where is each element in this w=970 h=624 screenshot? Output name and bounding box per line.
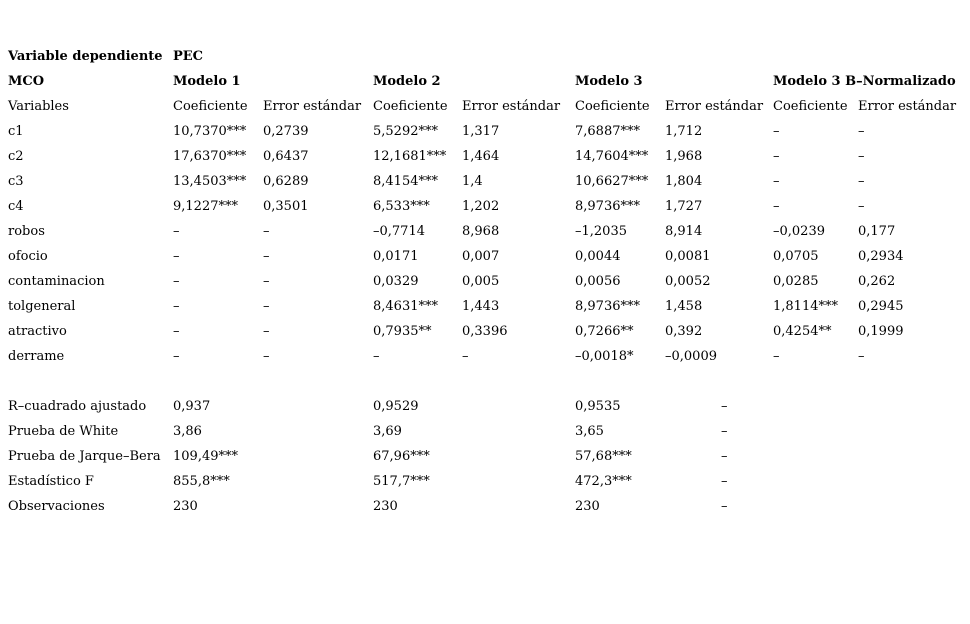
table-row [8,219,970,244]
stat-label: Prueba de White [8,424,119,439]
stderr-value: 0,007 [462,249,500,264]
coef-value: 9,1227*** [173,199,238,214]
coef-value: – [773,199,780,214]
coef-value: – [173,349,180,364]
coefficient-header: Coeficiente [773,99,848,114]
coef-value: 1,8114*** [773,299,838,314]
stderr-value: – [858,199,865,214]
coef-value: –0,0018* [575,349,634,364]
stderr-value: 0,0052 [665,274,711,289]
variable-rows-section [8,119,970,369]
model-3-header: Modelo 3 [575,74,643,89]
stat-value: – [721,474,728,489]
method-label: MCO [8,74,45,89]
stderr-value: 1,443 [462,299,500,314]
stderr-value: 1,804 [665,174,703,189]
table-row [8,144,970,169]
coefficient-header: Coeficiente [575,99,650,114]
variable-label: derrame [8,349,65,364]
coef-value: 5,5292*** [373,124,438,139]
coef-value: – [173,249,180,264]
coef-value: 13,4503*** [173,174,247,189]
stat-value: – [721,499,728,514]
table-row [8,419,970,444]
coef-value: 8,9736*** [575,299,640,314]
coef-value: – [173,274,180,289]
variable-label: atractivo [8,324,67,339]
stat-value: 3,86 [173,424,202,439]
section-gap [8,369,970,394]
table-row [8,169,970,194]
stat-value: 57,68*** [575,449,632,464]
stderr-value: 0,262 [858,274,896,289]
stderr-header: Error estándar [858,99,957,114]
stderr-value: 0,1999 [858,324,904,339]
stderr-header: Error estándar [665,99,764,114]
stderr-value: 0,177 [858,224,896,239]
stderr-value: 1,317 [462,124,500,139]
stderr-value: – [263,324,270,339]
stderr-value: 0,005 [462,274,500,289]
stderr-value: 1,712 [665,124,703,139]
stat-value: 67,96*** [373,449,430,464]
table-row-dependent-variable [8,44,970,69]
stat-value: 230 [373,499,398,514]
variable-label: c4 [8,199,24,214]
coef-value: 12,1681*** [373,149,447,164]
stderr-value: 1,727 [665,199,703,214]
coef-value: 0,0329 [373,274,419,289]
stat-value: 472,3*** [575,474,632,489]
stderr-value: – [858,174,865,189]
stderr-value: 1,458 [665,299,703,314]
variable-label: c1 [8,124,24,139]
stat-value: 517,7*** [373,474,430,489]
stderr-value: 0,6437 [263,149,309,164]
coefficient-header: Coeficiente [373,99,448,114]
stderr-header: Error estándar [462,99,561,114]
stderr-value: 0,2739 [263,124,309,139]
coef-value: – [773,124,780,139]
coef-value: 0,0044 [575,249,621,264]
table-row [8,269,970,294]
stderr-value: – [858,349,865,364]
stderr-value: 8,914 [665,224,703,239]
stderr-value: 1,968 [665,149,703,164]
variable-label: robos [8,224,45,239]
regression-table [8,44,970,519]
coef-value: 0,4254** [773,324,832,339]
stderr-value: – [263,224,270,239]
variables-header: Variables [8,99,69,114]
stderr-value: – [263,274,270,289]
stderr-value: 0,6289 [263,174,309,189]
coef-value: 0,0056 [575,274,621,289]
stderr-value: – [263,249,270,264]
variable-label: contaminacion [8,274,105,289]
coefficient-header: Coeficiente [173,99,248,114]
stat-label: Prueba de Jarque–Bera [8,449,161,464]
variable-label: ofocio [8,249,48,264]
variable-label: c2 [8,149,24,164]
stderr-value: 0,3501 [263,199,309,214]
coef-value: – [773,174,780,189]
stat-value: 3,69 [373,424,402,439]
stderr-value: 1,202 [462,199,500,214]
coef-value: 17,6370*** [173,149,247,164]
coef-value: 0,7935** [373,324,432,339]
stat-value: 0,937 [173,399,211,414]
stderr-value: 1,4 [462,174,483,189]
stderr-value: –0,0009 [665,349,717,364]
coef-value: – [173,324,180,339]
coef-value: 10,7370*** [173,124,247,139]
stderr-value: 0,0081 [665,249,711,264]
stat-value: 230 [575,499,600,514]
coef-value: 14,7604*** [575,149,649,164]
variable-label: c3 [8,174,24,189]
stat-value: 109,49*** [173,449,238,464]
coef-value: – [173,299,180,314]
coef-value: – [773,149,780,164]
stats-rows-section [8,394,970,519]
coef-value: 8,4154*** [373,174,438,189]
coef-value: 8,9736*** [575,199,640,214]
coef-value: 0,0285 [773,274,819,289]
coef-value: 0,7266** [575,324,634,339]
stat-value: 230 [173,499,198,514]
model-1-header: Modelo 1 [173,74,241,89]
coef-value: –1,2035 [575,224,627,239]
table-row [8,344,970,369]
coef-value: –0,0239 [773,224,825,239]
stderr-value: – [462,349,469,364]
table-row-column-headers [8,94,970,119]
stderr-value: 0,3396 [462,324,508,339]
stat-value: 855,8*** [173,474,230,489]
stat-label: Estadístico F [8,474,94,489]
stat-value: – [721,399,728,414]
dependent-variable-value: PEC [173,49,204,64]
coef-value: 6,533*** [373,199,430,214]
coef-value: – [173,224,180,239]
coef-value: 0,0705 [773,249,819,264]
table-row [8,394,970,419]
coef-value: 8,4631*** [373,299,438,314]
stderr-header: Error estándar [263,99,362,114]
stat-label: R–cuadrado ajustado [8,399,147,414]
stderr-value: 0,2945 [858,299,904,314]
table-row [8,319,970,344]
stderr-value: 1,464 [462,149,500,164]
coef-value: 7,6887*** [575,124,640,139]
table-row-model-headers [8,69,970,94]
stat-value: – [721,449,728,464]
coef-value: 0,0171 [373,249,419,264]
stderr-value: – [858,124,865,139]
stderr-value: – [263,349,270,364]
coef-value: – [773,349,780,364]
stat-value: 0,9529 [373,399,419,414]
table-row [8,119,970,144]
stderr-value: – [858,149,865,164]
table-row [8,444,970,469]
stat-value: – [721,424,728,439]
coef-value: – [373,349,380,364]
stat-value: 3,65 [575,424,604,439]
table-row [8,494,970,519]
table-row [8,194,970,219]
stderr-value: 0,392 [665,324,703,339]
table-row [8,294,970,319]
coef-value: 10,6627*** [575,174,649,189]
stat-value: 0,9535 [575,399,621,414]
table-row [8,244,970,269]
stat-label: Observaciones [8,499,105,514]
model-3b-header: Modelo 3 B–Normalizado [773,74,956,89]
dependent-variable-label: Variable dependiente [8,49,163,64]
stderr-value: 8,968 [462,224,500,239]
stderr-value: 0,2934 [858,249,904,264]
variable-label: tolgeneral [8,299,76,314]
model-2-header: Modelo 2 [373,74,441,89]
coef-value: –0,7714 [373,224,425,239]
stderr-value: – [263,299,270,314]
table-row [8,469,970,494]
